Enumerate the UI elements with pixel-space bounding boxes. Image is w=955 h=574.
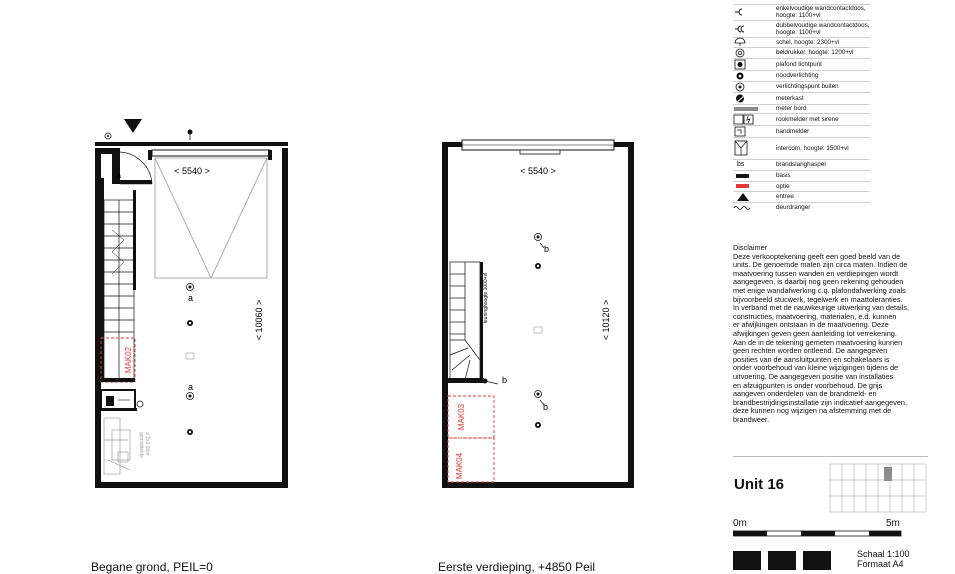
first-stair-note: leuninghoogte 1000+vl: [483, 272, 489, 324]
first-mak04-label: MAK04: [455, 452, 464, 480]
meter-cabinet-icon: [733, 92, 773, 104]
ground-point-label-0: a: [117, 173, 121, 180]
disclaimer-line: en afzuigpunten is onder voorbehoud. De grijs: [733, 380, 883, 390]
legend-row-2: [733, 20, 870, 38]
manual-alarm-icon: [733, 125, 773, 137]
legend-label-6: noodverlichting: [776, 72, 819, 79]
smoke-detector-icon: [733, 113, 773, 125]
hose-reel-symbol-text: bs: [737, 161, 745, 168]
double-socket-icon: [733, 20, 773, 37]
legend-label-13: brandslanghaspel: [776, 161, 826, 168]
logo-block-1: [733, 551, 761, 570]
scale-info: [857, 549, 910, 569]
legend-label-7: verlichtingspunt buiten: [776, 83, 839, 90]
ground-point-label-1: a: [188, 293, 194, 303]
logo-block-2: [768, 551, 796, 570]
legend-label-14: basis: [776, 172, 791, 179]
legend-label-10: rookmelder met sirene: [776, 115, 839, 123]
disclaimer-line: In verband met de nauwkeurige uitwerking van details,: [733, 303, 910, 313]
bell-push-icon: [733, 47, 773, 58]
emergency-light-icon: [733, 70, 773, 81]
disclaimer-line: constructies, maatvoering, materialen, e.d. kunnen: [733, 311, 897, 321]
disclaimer-line: geen rechten worden ontleend. De aangegeven: [733, 346, 888, 356]
disclaimer-line: aangegeven, is daarbij nog geen rekening gehouden: [733, 277, 904, 287]
legend-label-8: meterkast: [776, 94, 804, 102]
ground-mak02-label: MAK02: [124, 346, 133, 374]
legend-label-11: handmelder: [776, 127, 810, 135]
ground-depth-dimension: < 10060 >: [254, 299, 264, 341]
disclaimer-line: brandbestrijdingsinstallatie zijn indicatief aangegeven,: [733, 397, 908, 407]
legend-label-12: intercom, hoogte: 1500+vl: [776, 144, 849, 152]
legend-label-2: dubbelvoudige wandcontactdoos, hoogte: 1100+vl: [776, 21, 870, 36]
disclaimer-line: er afwijkingen ontstaan in de maatvoering. Deze: [733, 320, 889, 330]
legend-label-9: meter bord: [776, 105, 807, 112]
format-text: Formaat A4: [857, 559, 904, 569]
disclaimer-line: Deze verkooptekening geeft een goed beeld van de: [733, 251, 901, 261]
ground-point-label-2: a: [188, 382, 194, 392]
first-mak03-label: MAK03: [457, 403, 466, 431]
legend-label-3: schel, hoogte: 2300+vl: [776, 38, 840, 46]
disclaimer-line: onder voorbehoud van kleine wijzigingen tijdens de: [733, 363, 899, 373]
first-floor-label: Eerste verdieping, +4850 Peil: [438, 560, 596, 574]
first-point-label-1: b: [502, 375, 508, 385]
title-separator: [733, 456, 928, 457]
disclaimer-line: posities van de aansluitpunten en schakelaars is: [733, 354, 890, 364]
legend-row-1: [733, 4, 870, 21]
first-width-dimension: < 5540 >: [520, 166, 556, 176]
ground-installation-note-2: a 2x2 25m: [144, 432, 150, 456]
ground-floor-label: Begane grond, PEIL=0: [91, 560, 213, 574]
legend-label-16: entree: [776, 193, 794, 200]
meter-board-icon: [733, 104, 773, 113]
legend-label-15: optie: [776, 182, 790, 190]
ceiling-light-icon: [733, 58, 773, 70]
first-point-label-2: b: [543, 402, 549, 412]
entrance-triangle-icon: [733, 191, 773, 202]
optie-swatch-icon: [733, 181, 773, 191]
disclaimer-line: met enige wandafwerking c.q. plafondafwerking zoals: [733, 285, 906, 295]
legend-label-4: beldrukker, hoogte: 1200+vl: [776, 49, 854, 56]
disclaimer-block: [733, 244, 928, 424]
disclaimer-line: bijvoorbeeld stucwerk, tegelwerk en maattoleranties.: [733, 294, 903, 304]
basis-swatch-icon: [733, 170, 773, 181]
legend-row-12: [733, 137, 870, 160]
ground-width-dimension: < 5540 >: [174, 166, 210, 176]
disclaimer-line: brandweer.: [733, 414, 770, 424]
logo-block-3: [803, 551, 831, 570]
key-plan-highlight: [884, 467, 892, 481]
scale-start-label: 0m: [733, 518, 747, 529]
legend-row-17: [733, 202, 870, 213]
key-plan-diagram: [828, 462, 928, 514]
bell-icon: [733, 37, 773, 47]
scale-bar: [733, 530, 903, 538]
disclaimer-line: units. De genoemde maten zijn circa maten. Indien de: [733, 260, 908, 270]
door-closer-icon: [733, 202, 773, 213]
legend-label-17: deurdranger: [776, 204, 811, 211]
outdoor-light-icon: [733, 81, 773, 92]
disclaimer-line: uitvoering. De aangegeven positie van installaties: [733, 371, 894, 381]
disclaimer-line: Aan de in de tekening gemeten maatvoering kunnen: [733, 337, 903, 347]
scale-end-label: 5m: [886, 518, 900, 529]
ground-installation-note: gemiddelde: [138, 432, 144, 458]
single-socket-icon: [733, 4, 773, 20]
first-depth-dimension: < 10120 >: [601, 299, 611, 341]
disclaimer-line: afwijkingen geven geen aanleiding tot verrekening.: [733, 328, 897, 338]
first-point-label-0: b: [544, 244, 550, 254]
disclaimer-line: deze kunnen nog wijzigen na afstemming met de: [733, 406, 892, 416]
disclaimer-line: aangeven onderdelen van de brandmeld- en: [733, 389, 877, 399]
disclaimer-title: Disclaimer: [733, 243, 768, 252]
unit-title: Unit 16: [734, 476, 785, 493]
disclaimer-line: maatvoering tussen wanden en verdiepingen wordt: [733, 268, 899, 278]
legend-label-5: plafond lichtpunt: [776, 60, 822, 68]
legend-label-1: enkelvoudige wandcontactdoos, hoogte: 1100+vl: [776, 5, 866, 19]
intercom-icon: [733, 137, 773, 159]
hose-reel-icon: [733, 159, 773, 170]
scale-text: Schaal 1:100: [857, 549, 910, 559]
